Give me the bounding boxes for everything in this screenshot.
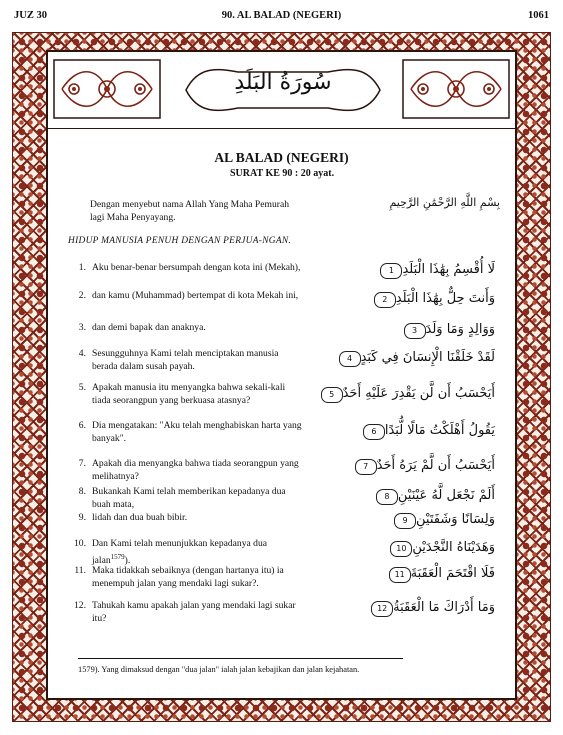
verse-arabic-text: فَلَا اقْتَحَمَ الْعَقَبَةَ [410, 566, 495, 581]
ayah-marker-icon: 5 [321, 387, 343, 403]
verse-arabic [325, 291, 495, 308]
verse-arabic [325, 512, 495, 529]
ayah-marker-icon: 8 [376, 489, 398, 505]
section-heading: HIDUP MANUSIA PENUH DENGAN PERJUA-NGAN. [68, 236, 292, 246]
verse-translation [92, 565, 304, 590]
verse-translation-suffix: ). [124, 554, 131, 566]
ayah-marker-icon: 7 [355, 459, 377, 475]
arabic-surah-title: سُورَةُ البَلَدِ [234, 70, 332, 95]
verse-translation-text: Aku benar-benar bersumpah dengan kota ini (Mekah), [92, 262, 301, 273]
verse-number: 7. [78, 458, 86, 469]
verse-translation-text: Apakah dia menyangka bahwa tiada seorangpun yang melihatnya? [92, 458, 299, 482]
verse-translation-text: Tahukah kamu apakah jalan yang mendaki lagi sukar itu? [92, 600, 296, 624]
page-number: 1061 [528, 10, 549, 21]
verse-arabic-text: وَمَا أَدْرَاكَ مَا الْعَقَبَةُ [393, 600, 495, 615]
verse-translation-text: Sesungguhnya Kami telah menciptakan manusia berada dalam susah payah. [92, 348, 279, 372]
verse-number: 11. [74, 565, 86, 576]
verse-translation-text: Maka tidakkah sebaiknya (dengan hartanya itu) ia menempuh jalan yang mendaki lagi sukar?. [92, 565, 284, 589]
verse-translation [92, 322, 304, 335]
verse-arabic-text: وَوَالِدٍ وَمَا وَلَدَ [425, 322, 495, 337]
verse-arabic-text: وَهَدَيْنَاهُ النَّجْدَيْنِ [412, 540, 495, 555]
verse-number: 1. [78, 262, 86, 273]
verse-arabic [325, 488, 495, 505]
verse-translation [92, 420, 304, 445]
verse-number: 10. [74, 538, 86, 549]
verse-translation [92, 290, 304, 303]
verse-number: 9. [78, 512, 86, 523]
chapter-header: 90. AL BALAD (NEGERI) [221, 10, 342, 21]
ayah-marker-icon: 4 [339, 351, 361, 367]
verse-arabic-text: أَلَمْ نَجْعَل لَّهُ عَيْنَيْنِ [397, 488, 495, 503]
verse-translation [92, 458, 304, 483]
verse-translation [92, 348, 304, 373]
floral-ornament-right [401, 58, 511, 120]
verse-arabic-text: يَقُولُ أَهْلَكْتُ مَالًا لُّبَدًا [384, 423, 495, 438]
verse-arabic [325, 350, 495, 367]
verse-translation-text: dan kamu (Muhammad) bertempat di kota Mekah ini, [92, 290, 299, 301]
verse-arabic-text: أَيَحْسَبُ أَن لَّن يَقْدِرَ عَلَيْهِ أَحَدٌ [342, 386, 495, 401]
running-head [0, 10, 563, 24]
verse-translation-text: dan demi bapak dan anaknya. [92, 322, 206, 333]
surah-header-panel [48, 54, 515, 129]
ayah-marker-icon: 10 [390, 541, 412, 557]
verse-translation-text: lidah dan dua buah bibir. [92, 512, 188, 523]
verse-number: 4. [78, 348, 86, 359]
verse-arabic [325, 322, 495, 339]
verse-translation [92, 512, 304, 525]
verse-number: 8. [78, 486, 86, 497]
verse-number: 6. [78, 420, 86, 431]
verse-number: 3. [78, 322, 86, 333]
verse-arabic [325, 600, 495, 617]
ayah-marker-icon: 12 [371, 601, 393, 617]
ayah-marker-icon: 9 [394, 513, 416, 529]
surah-title: AL BALAD (NEGERI) [214, 150, 349, 165]
floral-ornament-left [52, 58, 162, 120]
footnote: 1579). Yang dimaksud dengan "dua jalan" ialah jalan kebajikan dan jalan kejahatan. [78, 665, 360, 674]
verse-translation [92, 486, 304, 511]
verse-translation-text: Apakah manusia itu menyangka bahwa sekali-kali tiada seorangpun yang berkuasa atasnya? [92, 382, 286, 406]
ayah-marker-icon: 6 [363, 424, 385, 440]
verse-translation [92, 382, 304, 407]
verse-arabic [325, 386, 495, 403]
verse-arabic-text: وَأَنتَ حِلٌّ بِهَٰذَا الْبَلَدِ [395, 291, 495, 306]
verse-arabic [325, 540, 495, 557]
verse-arabic-text: أَيَحْسَبُ أَن لَّمْ يَرَهُ أَحَدٌ [376, 458, 495, 473]
footnote-reference: 1579 [110, 552, 125, 561]
verse-number: 12. [74, 600, 86, 611]
bismillah-translation: Dengan menyebut nama Allah Yang Maha Pemurah lagi Maha Penyayang. [90, 199, 290, 223]
verse-arabic-text: وَلِسَانًا وَشَفَتَيْنِ [416, 512, 495, 527]
verse-arabic [325, 458, 495, 475]
verse-arabic-text: لَقَدْ خَلَقْنَا الْإِنسَانَ فِي كَبَدٍ [360, 350, 495, 365]
ayah-marker-icon: 1 [380, 263, 402, 279]
juz-label: JUZ 30 [14, 10, 47, 21]
verse-translation [92, 600, 304, 625]
verse-arabic [325, 566, 495, 583]
footnote-rule [78, 658, 403, 659]
verse-translation-text: Dan Kami telah menunjukkan kepadanya dua jalan [92, 538, 268, 566]
surah-subtitle: SURAT KE 90 : 20 ayat. [230, 168, 335, 179]
verse-arabic [325, 262, 495, 279]
verse-arabic-text: لَا أُقْسِمُ بِهَٰذَا الْبَلَدِ [402, 262, 495, 277]
verse-number: 2. [78, 290, 86, 301]
ayah-marker-icon: 3 [404, 323, 426, 339]
verse-translation [92, 538, 304, 567]
verse-number: 5. [78, 382, 86, 393]
verse-translation [92, 262, 304, 275]
verse-translation-text: Dia mengatakan: "Aku telah menghabiskan harta yang banyak". [92, 420, 302, 444]
ayah-marker-icon: 2 [374, 292, 396, 308]
ayah-marker-icon: 11 [389, 567, 411, 583]
bismillah-arabic: بِسْمِ اللَّهِ الرَّحْمَٰنِ الرَّحِيمِ [389, 196, 500, 209]
verse-translation-text: Bukankah Kami telah memberikan kepadanya dua buah mata, [92, 486, 286, 510]
verse-arabic [325, 423, 495, 440]
